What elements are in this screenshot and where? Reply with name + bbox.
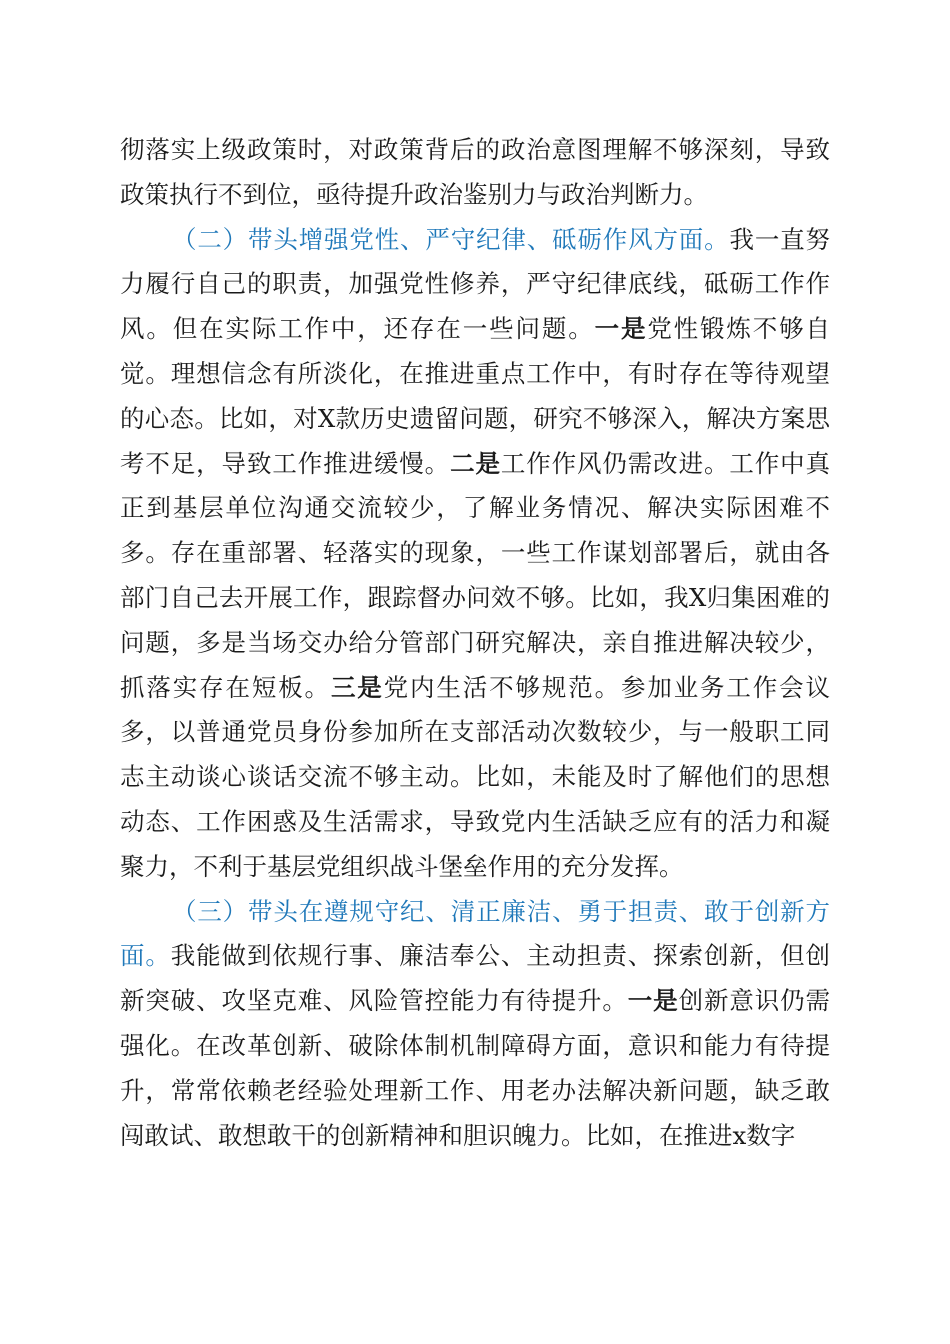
section-heading-3: （三）带头在遵规守纪、清正廉洁、勇于担责、敢于创新方面。 bbox=[120, 896, 830, 971]
point-marker-1: 一是 bbox=[627, 986, 679, 1016]
paragraph-section-3 bbox=[120, 890, 830, 1159]
paragraph-text: 党性锻炼不够自觉。理想信念有所淡化，在推进重点工作中，有时存在等待观望的心态。比如，对X款历史遗留问题，研究不够深入，解决方案思考不足，导致工作推进缓慢。 bbox=[120, 314, 831, 478]
paragraph-text: 创新意识仍需强化。在改革创新、破除体制机制障碍方面，意识和能力有待提升，常常依赖老经验处理新工作、用老办法解决新问题，缺乏敢闯敢试、敢想敢干的创新精神和胆识魄力。比如，在推进x数字 bbox=[120, 986, 831, 1150]
paragraph-text: 党内生活不够规范。参加业务工作会议多，以普通党员身份参加所在支部活动次数较少，与一般职工同志主动谈心谈话交流不够主动。比如，未能及时了解他们的思想动态、工作困惑及生活需求，导致党内生活缺乏应有的活力和凝聚力，不利于基层党组织战斗堡垒作用的充分发挥。 bbox=[120, 672, 831, 881]
paragraph-continuation bbox=[120, 128, 830, 218]
paragraph-text: 我能做到依规行事、廉洁奉公、主动担责、探索创新，但创新突破、攻坚克难、风险管控能力有待提升。 bbox=[120, 941, 831, 1016]
paragraph-text: 彻落实上级政策时，对政策背后的政治意图理解不够深刻，导致政策执行不到位，亟待提升政治鉴别力与政治判断力。 bbox=[120, 135, 830, 209]
paragraph-section-2 bbox=[120, 218, 830, 890]
section-heading-2: （二）带头增强党性、严守纪律、砥砺作风方面。 bbox=[172, 224, 730, 254]
point-marker-2: 二是 bbox=[450, 448, 501, 478]
point-marker-1: 一是 bbox=[594, 314, 648, 344]
paragraph-text: 我一直努力履行自己的职责，加强党性修养，严守纪律底线，砥砺工作作风。但在实际工作中，还存在一些问题。 bbox=[120, 224, 831, 344]
paragraph-text: 工作作风仍需改进。工作中真正到基层单位沟通交流较少，了解业务情况、解决实际困难不多。存在重部署、轻落实的现象，一些工作谋划部署后，就由各部门自己去开展工作，跟踪督办问效不够。比如，我X归集困难的问题，多是当场交办给分管部门研究解决，亲自推进解决较少，抓落实存在短板。 bbox=[120, 448, 831, 702]
point-marker-3: 三是 bbox=[330, 672, 384, 702]
document-body bbox=[120, 128, 830, 1158]
